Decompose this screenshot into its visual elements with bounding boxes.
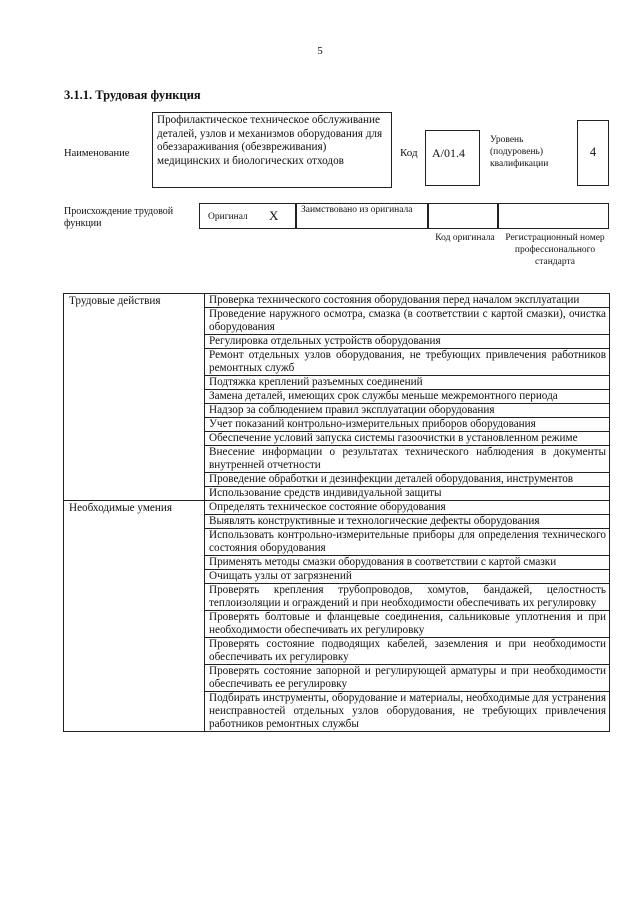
required-skills-item: Использовать контрольно-измерительные приборы для определения технического состояния оборудования [205,529,610,556]
required-skills-item: Проверять состояние запорной и регулирующей арматуры и при необходимости обеспечивать ее регулировку [205,665,610,692]
labor-actions-item: Регулировка отдельных устройств оборудования [205,335,610,349]
labor-actions-item: Замена деталей, имеющих срок службы меньше межремонтного периода [205,390,610,404]
required-skills-item: Применять методы смазки оборудования в соответствии с картой смазки [205,556,610,570]
name-label: Наименование [64,148,130,159]
original-code-label: Код оригинала [435,233,495,243]
code-label: Код [400,147,418,159]
section-title: 3.1.1. Трудовая функция [64,88,201,102]
function-details-table [63,293,610,732]
reg-number-cell [498,203,609,229]
labor-actions-item: Ремонт отдельных узлов оборудования, не требующих привлечения работников ремонтных служб [205,349,610,376]
level-label-line-1: Уровень [490,135,524,145]
required-skills-item: Проверять состояние подводящих кабелей, заземления и при необходимости обеспечивать их регулировку [205,638,610,665]
reg-number-label: Регистрационный номер профессионального стандарта [505,233,605,267]
labor-actions-item: Использование средств индивидуальной защиты [205,487,610,501]
qualification-level-label [490,134,548,170]
borrowed-cell [296,203,428,229]
required-skills-item: Выявлять конструктивные и технологические дефекты оборудования [205,515,610,529]
table-row [64,294,610,308]
original-cell [199,203,296,229]
labor-actions-item: Учет показаний контрольно-измерительных приборов оборудования [205,418,610,432]
labor-actions-item: Проведение обработки и дезинфекции деталей оборудования, инструментов [205,473,610,487]
required-skills-item: Очищать узлы от загрязнений [205,570,610,584]
labor-actions-item: Надзор за соблюдением правил эксплуатации оборудования [205,404,610,418]
level-label-line-3: квалификации [490,159,549,169]
required-skills-item: Определять техническое состояние оборудования [205,501,610,515]
origin-label: Происхождение трудовой функции [64,206,174,229]
table-row [64,501,610,515]
function-name: Профилактическое техническое обслуживание деталей, узлов и механизмов оборудования для обеззараживания (обезвреживания) медицинских и биологических отходов [152,112,392,188]
qualification-level-value: 4 [577,120,609,186]
code-value: A/01.4 [425,130,480,186]
page-number: 5 [317,45,323,57]
labor-actions-item: Проверка технического состояния оборудования перед началом эксплуатации [205,294,610,308]
borrowed-label: Заимствовано из оригинала [301,205,413,215]
original-label: Оригинал [208,212,248,222]
labor-actions-label: Трудовые действия [64,294,205,501]
labor-actions-item: Внесение информации о результатах технического наблюдения в документы внутренней отчетности [205,446,610,473]
labor-actions-item: Проведение наружного осмотра, смазка (в соответствии с картой смазки), очистка оборудования [205,308,610,335]
origin-row [199,203,609,229]
required-skills-item: Подбирать инструменты, оборудование и материалы, необходимые для устранения неисправностей отдельных узлов оборудования, не требующих привлечения работников ремонтных службы [205,692,610,732]
original-code-cell [428,203,498,229]
required-skills-label: Необходимые умения [64,501,205,732]
required-skills-item: Проверять болтовые и фланцевые соединения, сальниковые уплотнения и при необходимости обеспечивать их регулировку [205,611,610,638]
labor-actions-item: Обеспечение условий запуска системы газоочистки в установленном режиме [205,432,610,446]
original-mark: X [269,208,279,223]
labor-actions-item: Подтяжка креплений разъемных соединений [205,376,610,390]
level-label-line-2: (подуровень) [490,147,544,157]
required-skills-item: Проверять крепления трубопроводов, хомутов, бандажей, целостность теплоизоляции и ограждений и при необходимости обеспечивать их регулировку [205,584,610,611]
